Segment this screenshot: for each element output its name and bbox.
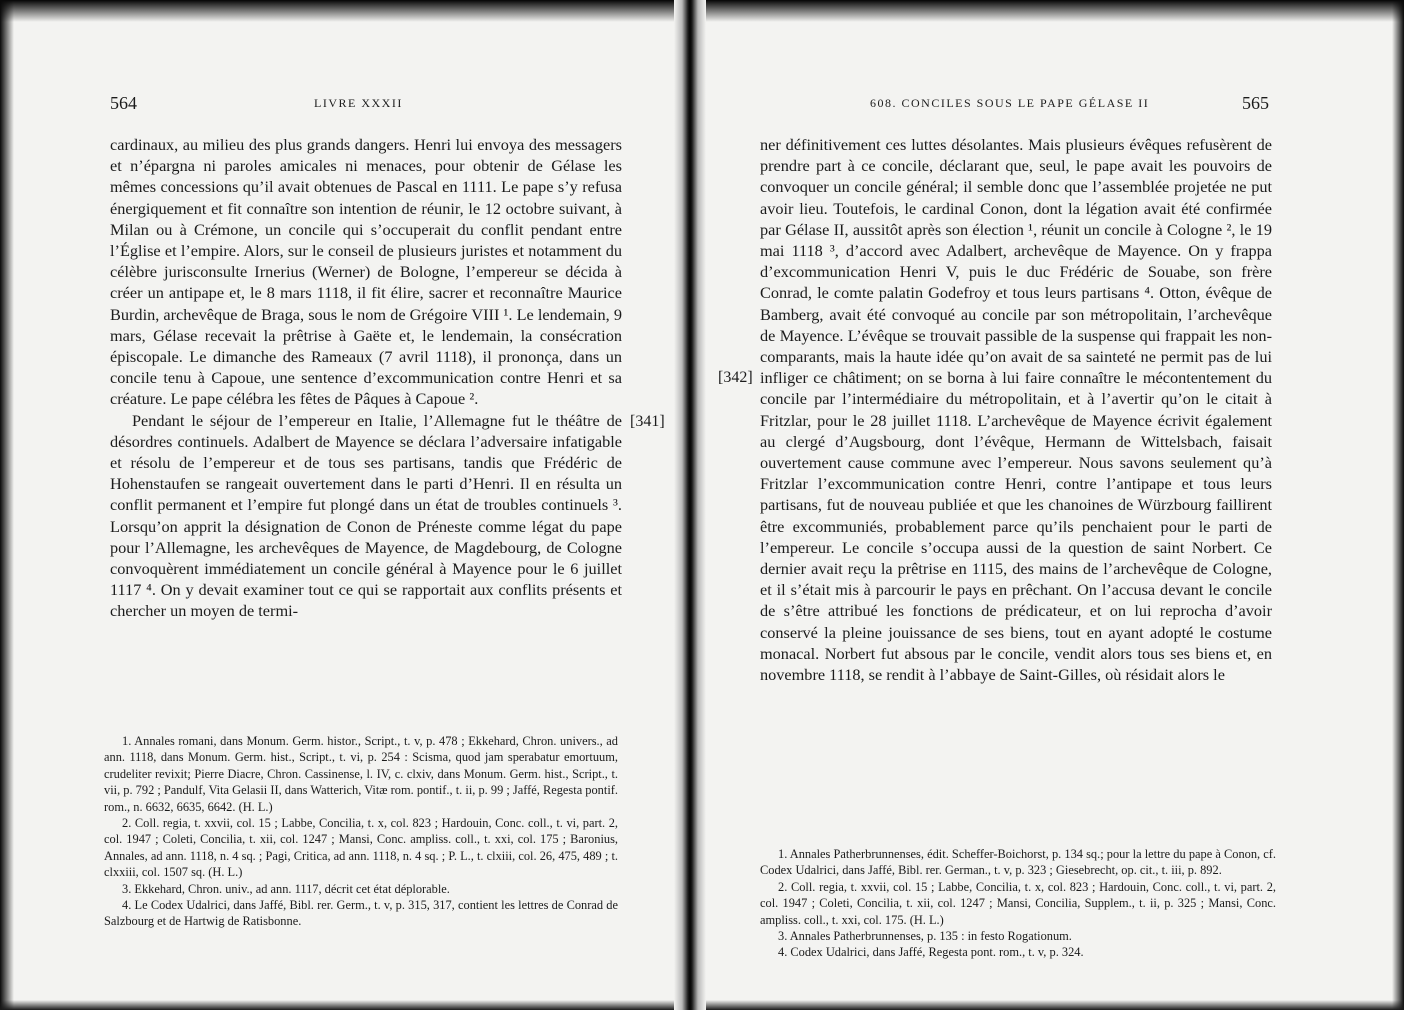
right-footnote-3: 3. Annales Patherbrunnenses, p. 135 : in festo Rogationum. (778, 929, 1072, 944)
page-number-left: 564 (110, 93, 137, 113)
running-head-left: LIVRE XXXII (314, 96, 403, 110)
left-footnote-1: 1. Annales romani, dans Monum. Germ. histor., Script., t. v, p. 478 ; Ekkehard, Chron. univers., ad ann. 1118, dans Monum. Germ. hist., Script., t. vi, p. 254 : Scisma, quod jam sperabatur emortuum, crudeliter revixit; Pierre Diacre, Chron. Cassinense, l. IV, c. clxiv, dans Monum. Germ. hist., Script., t. vii, p. 792 ; Pandulf, Vita Gelasii II, dans Watterich, Vitæ rom. pontif., t. ii, p. 99 ; Jaffé, Regesta pontif. rom., n. 6632, 6635, 6642. (H. L.) (104, 734, 618, 814)
right-footnote-4: 4. Codex Udalrici, dans Jaffé, Regesta pont. rom., t. v, p. 324. (778, 945, 1084, 960)
margin-ref-right: [342] (718, 369, 753, 386)
right-body-text (760, 134, 1272, 685)
right-footnote-1: 1. Annales Patherbrunnenses, édit. Scheffer-Boichorst, p. 134 sq.; pour la lettre du pape à Conon, cf. Codex Udalrici, dans Jaffé, Bibl. rer. German., t. v, p. 323 ; Giesebrecht, op. cit., t. iii, p. 892. (760, 847, 1276, 878)
book-spine (674, 0, 706, 1010)
left-page (0, 0, 684, 1010)
scan-shadow-left (0, 0, 14, 1010)
right-footnotes (760, 846, 1276, 961)
right-page (690, 0, 1404, 1010)
left-paragraph-2: Pendant le séjour de l’empereur en Italie, l’Allemagne fut le théâtre de désordres continuels. Adalbert de Mayence se déclara l’adversaire infatigable et résolu de l’empereur et de tous ses partisans, tandis que Frédéric de Hohenstaufen se rangeait ouvertement dans le parti d’Henri. Il en résulta un conflit permanent et l’empire fut plongé dans un état de troubles continuels ³. Lorsqu’on apprit la désignation de Conon de Préneste comme légat du pape pour l’Allemagne, les archevêques de Mayence, de Magdebourg, de Cologne convoquèrent immédiatement un concile général à Mayence pour le 6 juillet 1117 ⁴. On y devait examiner tout ce qui se rapportait aux conflits présents et chercher un moyen de termi- (110, 410, 622, 621)
margin-ref-left: [341] (630, 413, 665, 430)
running-head-right: 608. CONCILES SOUS LE PAPE GÉLASE II (870, 96, 1150, 110)
left-footnote-3: 3. Ekkehard, Chron. univ., ad ann. 1117, décrit cet état déplorable. (122, 881, 450, 896)
left-footnote-2: 2. Coll. regia, t. xxvii, col. 15 ; Labbe, Concilia, t. x, col. 823 ; Hardouin, Conc. coll., t. vi, part. 2, col. 1947 ; Coleti, Concilia, t. xii, col. 1247 ; Mansi, Conc. ampliss. coll., t. xxi, col. 175 ; Baronius, Annales, ad ann. 1118, n. 4 sq. ; Pagi, Critica, ad ann. 1118, n. 4 sq. ; P. L., t. clxiii, col. 26, 475, 489 ; t. clxxiii, col. 1507 sq. (H. L.) (104, 816, 618, 880)
left-paragraph-1: cardinaux, au milieu des plus grands dangers. Henri lui envoya des messagers et n’épargna ni paroles amicales ni menaces, pour obtenir de Gélase les mêmes concessions qu’il avait obtenues de Pascal en 1111. Le pape s’y refusa énergiquement et fit connaître son intention de réunir, le 12 octobre suivant, à Milan ou à Crémone, un concile qui s’occuperait du conflit pendant entre l’Église et l’empire. Alors, sur le conseil de plusieurs juristes et notamment du célèbre jurisconsulte Irnerius (Werner) de Bologne, l’empereur se décida à créer un antipape et, le 8 mars 1118, il fit élire, sacrer et reconnaître Maurice Burdin, archevêque de Braga, sous le nom de Grégoire VIII ¹. Le lendemain, 9 mars, Gélase recevait la prêtrise à Gaëte et, le lendemain, la consécration épiscopale. Le dimanche des Rameaux (7 avril 1118), il prononça, dans un concile tenu à Capoue, une sentence d’excommunication contre Henri et sa créature. Le pape célébra les fêtes de Pâques à Capoue ². (110, 135, 622, 409)
left-body-text (110, 134, 622, 622)
left-footnotes (104, 733, 618, 930)
page-number-right: 565 (1242, 93, 1269, 113)
right-footnote-2: 2. Coll. regia, t. xxvii, col. 15 ; Labbe, Concilia, t. x, col. 823 ; Hardouin, Conc. coll., t. vi, part. 2, col. 1947 ; Coleti, Concilia, t. xii, col. 1247 ; Mansi, Concilia, Supplem., t. ii, p. 325 ; Mansi, Conc. ampliss. coll., t. xxi, col. 175. (H. L.) (760, 879, 1276, 927)
scan-shadow-right (1392, 0, 1404, 1010)
right-paragraph-1: ner définitivement ces luttes désolantes. Mais plusieurs évêques refusèrent de prendre part à ce concile, déclarant que, seul, le pape avait les pouvoirs de convoquer un concile général; il semble donc que l’assemblée projetée ne put avoir lieu. Toutefois, le cardinal Conon, dont la légation avait été confirmée par Gélase II, aussitôt après son élection ¹, réunit un concile à Cologne ², le 19 mai 1118 ³, d’accord avec Adalbert, archevêque de Mayence. On y frappa d’excommunication Henri V, puis le duc Frédéric de Souabe, son frère Conrad, le comte palatin Godefroy et tous leurs partisans ⁴. Otton, évêque de Bamberg, avait été convoqué au concile par son métropolitain, l’archevêque de Mayence. L’évêque se trouvait passible de la suspense qui frappait les non-comparants, mais la haute idée qu’on avait de sa sainteté ne permit pas de lui infliger ce châtiment; on se borna à lui faire connaître le mécontentement du concile par l’intermédiaire du métropolitain, et à l’avertir qu’on le citait à Fritzlar, pour le 28 juillet 1118. L’archevêque de Mayence écrivit également au clergé d’Augsbourg, dont l’évêque, Hermann de Wittelsbach, faisait ouvertement cause commune avec l’empereur. Nous savons seulement qu’à Fritzlar l’excommunication contre Henri, contre l’antipape et tous leurs partisans, fut de nouveau publiée et que les chanoines de Würzbourg faillirent être excommuniés, probablement parce qu’ils penchaient pour le parti de l’empereur. Le concile s’occupa aussi de la question de saint Norbert. Ce dernier avait reçu la prêtrise en 1115, des mains de l’archevêque de Cologne, et il s’était mis à parcourir le pays en prêchant. On l’accusa devant le concile de s’être attribué les fonctions de prédicateur, et on lui reprocha d’avoir conservé la pleine jouissance de ses biens, tout en ayant adopté le costume monacal. Norbert fut absous par le concile, vendit alors tous ses biens et, en novembre 1118, se rendit à l’abbaye de Saint-Gilles, où résidait alors le (760, 135, 1272, 685)
left-footnote-4: 4. Le Codex Udalrici, dans Jaffé, Bibl. rer. Germ., t. v, p. 315, 317, contient les lettres de Conrad de Salzbourg et de Hartwig de Ratisbonne. (104, 898, 618, 929)
